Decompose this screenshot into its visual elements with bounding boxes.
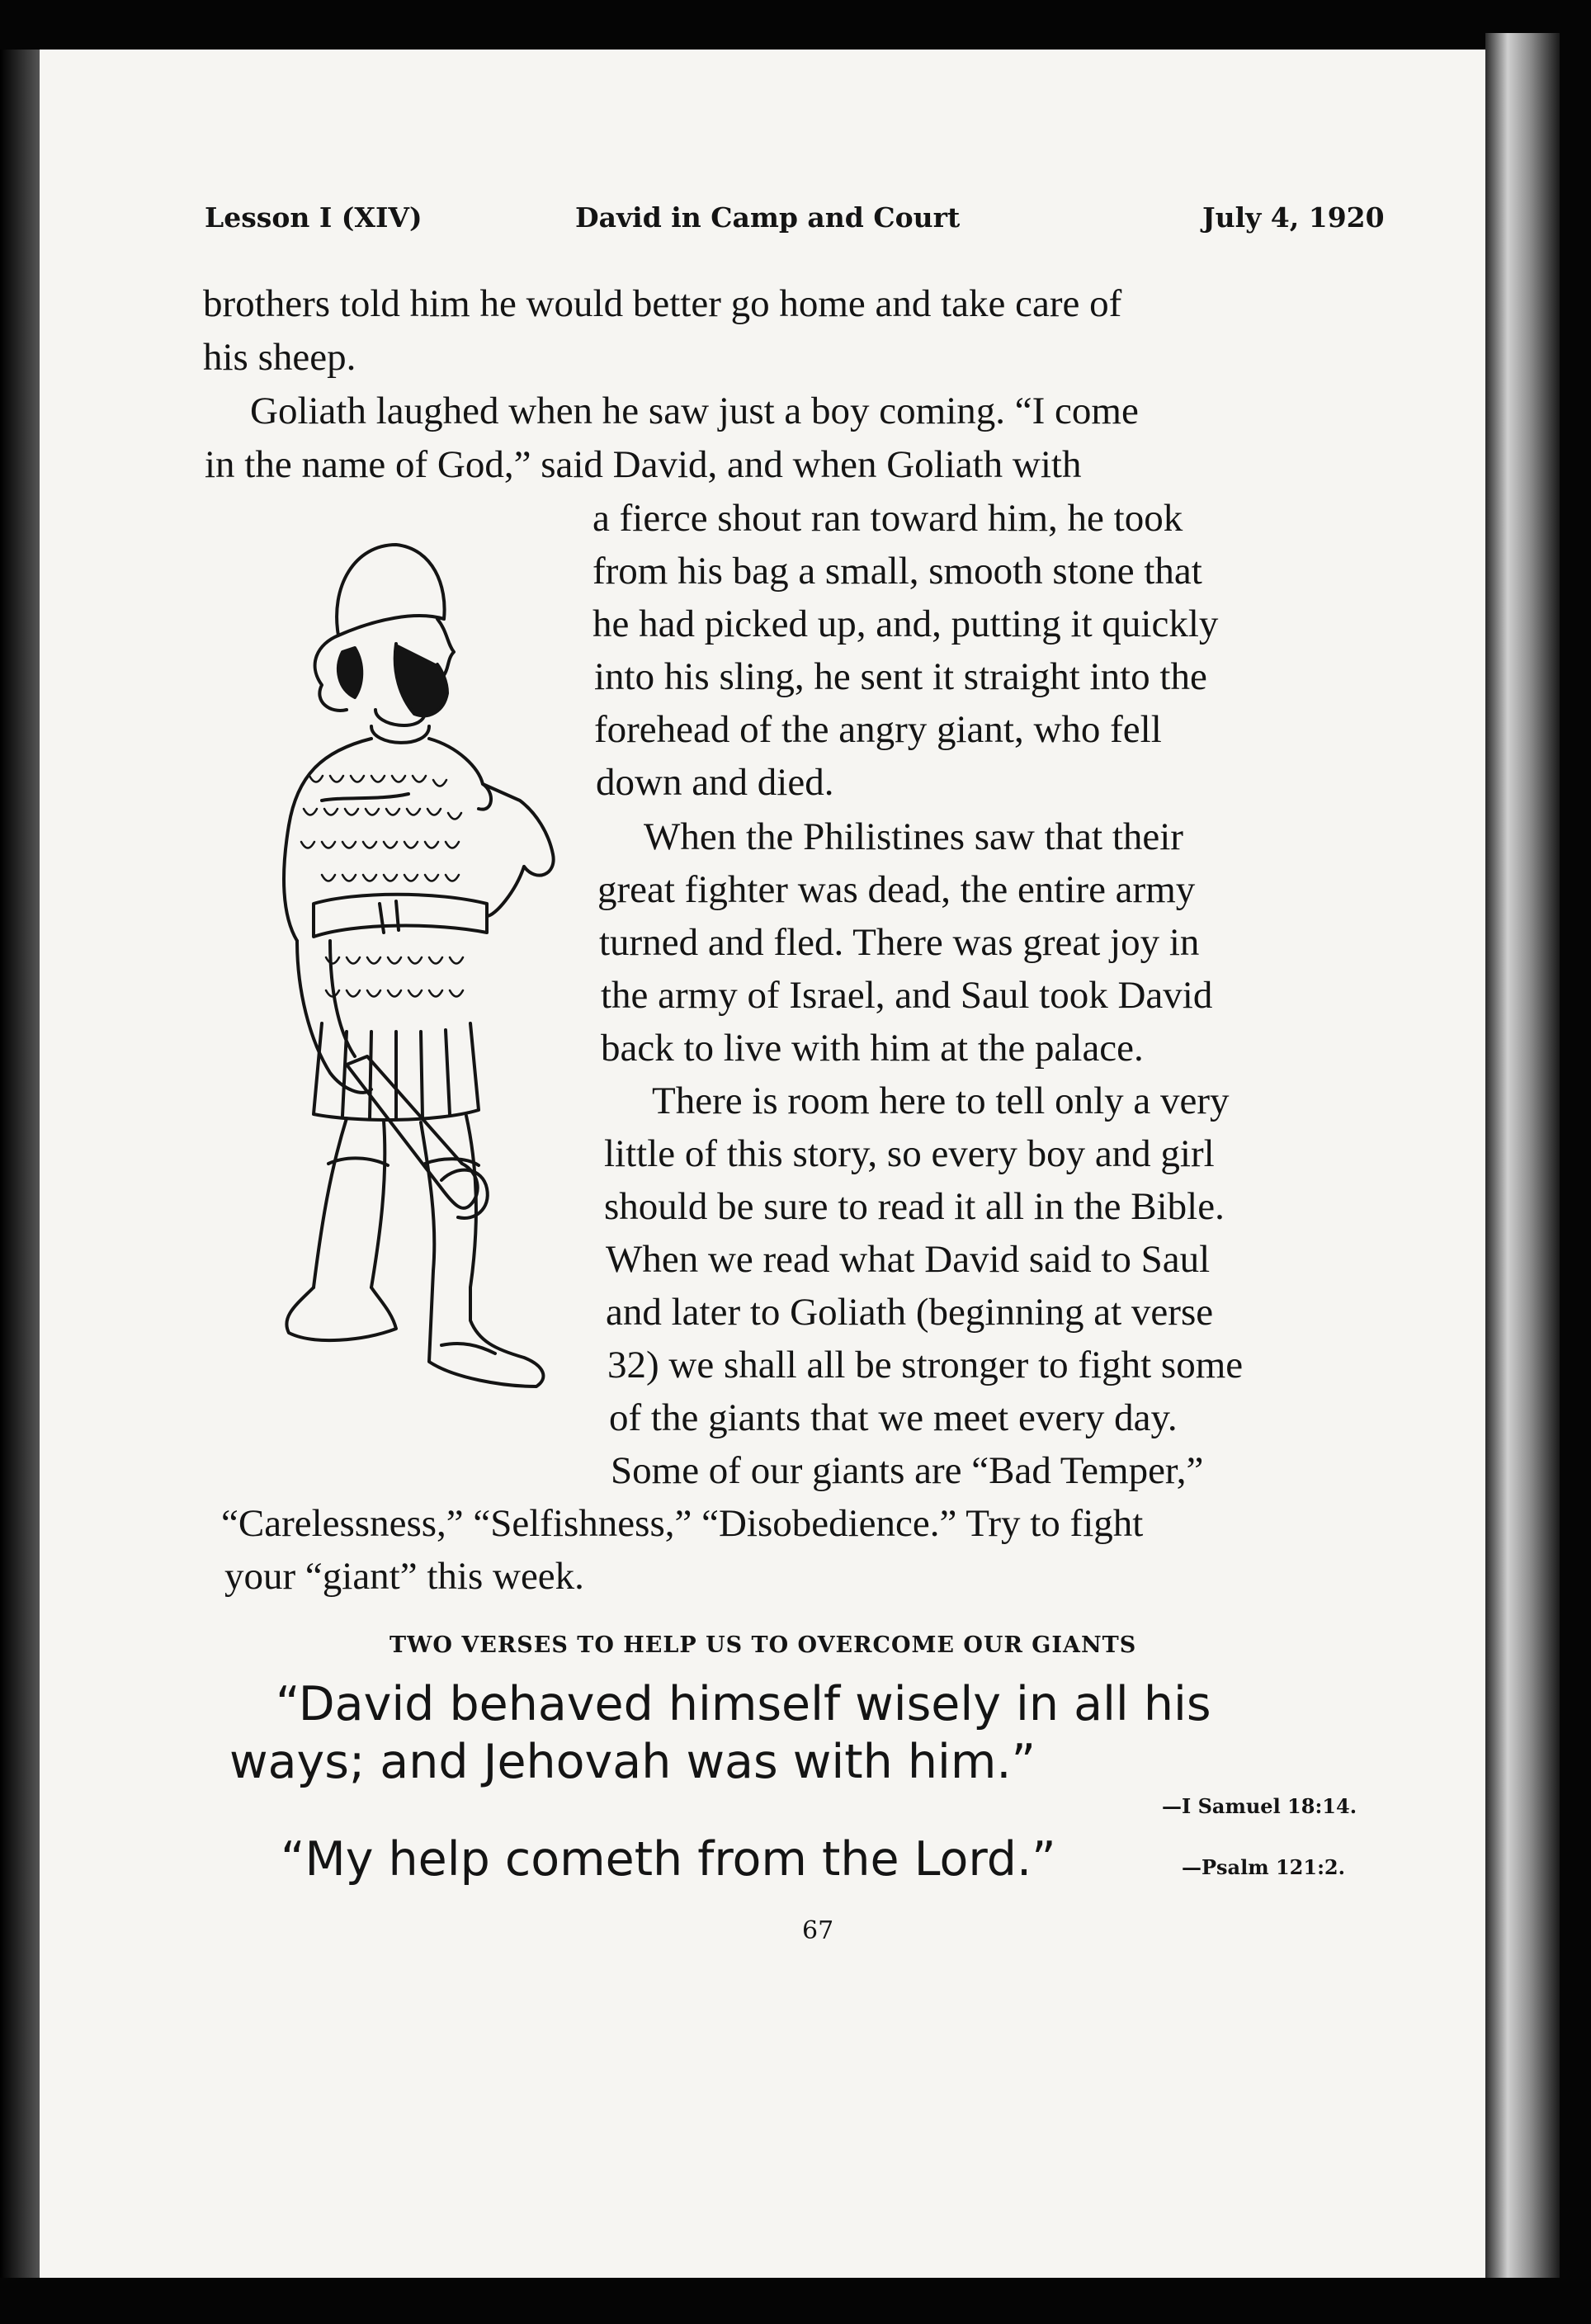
- body-line: should be sure to read it all in the Bible.: [604, 1185, 1225, 1228]
- lesson-date: July 4, 1920: [1202, 201, 1385, 234]
- body-line: little of this story, so every boy and girl: [604, 1132, 1215, 1175]
- body-line: turned and fled. There was great joy in: [599, 921, 1200, 964]
- verses-caption: TWO VERSES TO HELP US TO OVERCOME OUR GIANTS: [389, 1632, 1137, 1658]
- body-line: the army of Israel, and Saul took David: [601, 974, 1213, 1017]
- body-line: into his sling, he sent it straight into the: [594, 655, 1207, 698]
- body-line: great fighter was dead, the entire army: [597, 868, 1196, 911]
- body-line: back to live with him at the palace.: [601, 1027, 1144, 1070]
- body-line: brothers told him he would better go home and take care of: [203, 282, 1122, 325]
- verse-one-reference: —I Samuel 18:14.: [1162, 1794, 1357, 1818]
- verse-two: “My help cometh from the Lord.”: [281, 1832, 1056, 1887]
- verse-one-line-two: ways; and Jehovah was with him.”: [229, 1735, 1036, 1789]
- body-line: When the Philistines saw that their: [644, 815, 1183, 858]
- page-title: David in Camp and Court: [575, 201, 961, 234]
- body-line: his sheep.: [203, 336, 356, 379]
- body-line: in the name of God,” said David, and when Goliath with: [205, 443, 1082, 486]
- body-line: forehead of the angry giant, who fell: [594, 708, 1162, 751]
- body-line: a fierce shout ran toward him, he took: [592, 497, 1183, 540]
- verse-one-line-one: “David behaved himself wisely in all his: [276, 1677, 1211, 1731]
- body-line: and later to Goliath (beginning at verse: [606, 1291, 1214, 1334]
- body-line: 32) we shall all be stronger to fight some: [607, 1344, 1244, 1386]
- verse-two-reference: —Psalm 121:2.: [1182, 1855, 1345, 1879]
- body-line: your “giant” this week.: [224, 1555, 584, 1598]
- body-line: When we read what David said to Saul: [606, 1238, 1211, 1281]
- body-line: There is room here to tell only a very: [652, 1079, 1230, 1122]
- body-line: Goliath laughed when he saw just a boy coming. “I come: [250, 390, 1139, 432]
- book-edge: [1485, 33, 1560, 2278]
- lesson-label: Lesson I (XIV): [205, 201, 423, 234]
- body-line: Some of our giants are “Bad Temper,”: [611, 1449, 1204, 1492]
- goliath-illustration: [231, 528, 578, 1502]
- body-line: “Carelessness,” “Selfishness,” “Disobedience.” Try to fight: [221, 1502, 1144, 1545]
- left-binding: [0, 50, 40, 2278]
- body-line: down and died.: [596, 761, 834, 804]
- page-number: 67: [802, 1916, 834, 1945]
- body-line: he had picked up, and, putting it quickly: [592, 602, 1219, 645]
- body-line: from his bag a small, smooth stone that: [592, 550, 1202, 593]
- body-line: of the giants that we meet every day.: [609, 1396, 1178, 1439]
